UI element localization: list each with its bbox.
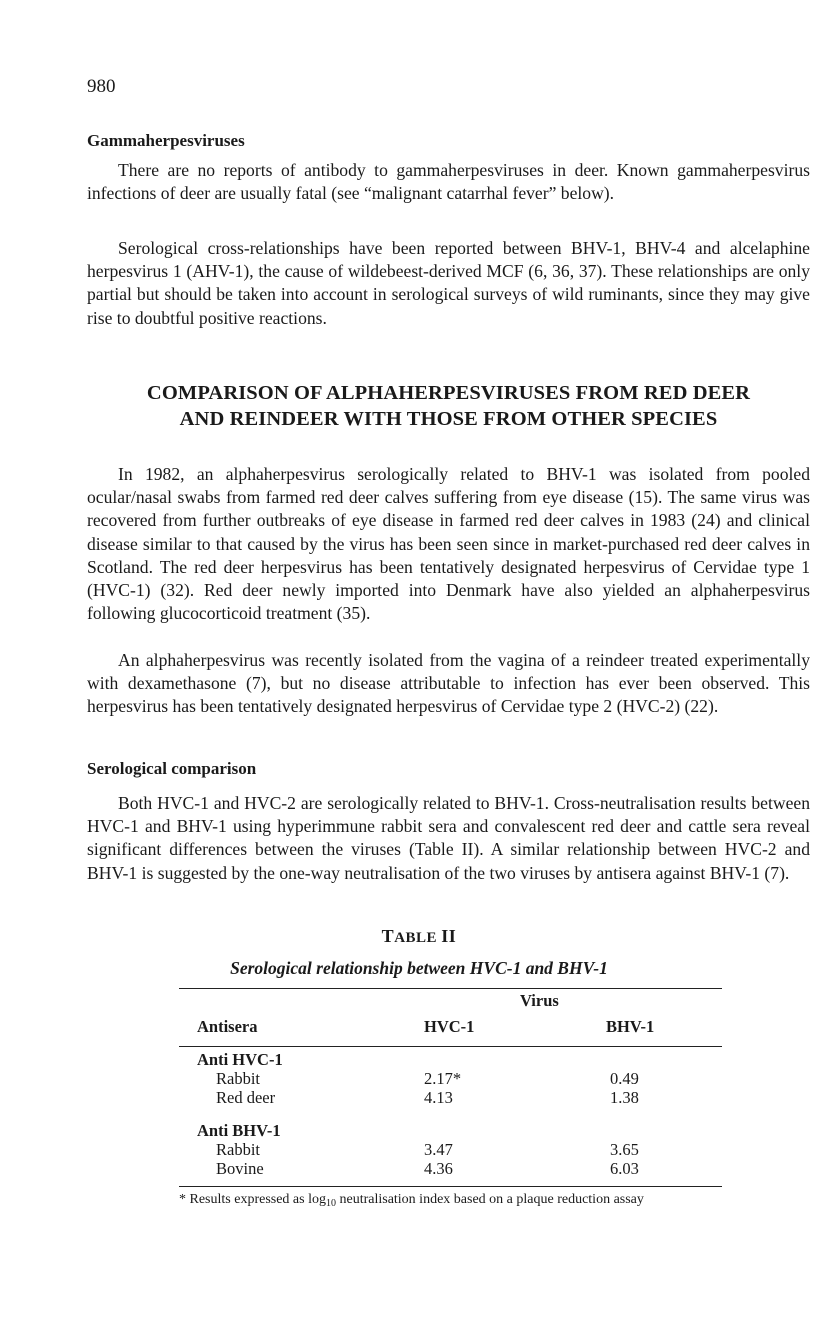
cell-bhv1: 3.65 (610, 1140, 639, 1159)
footnote-text: * Results expressed as log (179, 1192, 326, 1207)
table-caption: Serological relationship between HVC-1 and BHV-1 (230, 958, 608, 978)
row-label: Rabbit (216, 1069, 260, 1088)
footnote-subscript: 10 (325, 1198, 336, 1209)
table-group-label: Anti BHV-1 (197, 1121, 281, 1140)
paragraph: In 1982, an alphaherpesvirus serologically related to BHV-1 was isolated from pooled ocular/nasal swabs from farmed red deer calves suffering from eye disease (15). The same virus was recovered from further outbreaks of eye disease in farmed red deer calves in 1983 (24) and clinical disease similar to that caused by the virus has been seen since in market-purchased red deer calves in Scotland. The red deer herpesvirus has been tentatively designated herpesvirus of Cervidae type 1 (HVC-1) (32). Red deer newly imported into Denmark have also yielded an alphaherpesvirus following glucocorticoid treatment (35). (87, 464, 810, 624)
column-header-bhv1: BHV-1 (606, 1017, 655, 1036)
row-label: Bovine (216, 1159, 264, 1178)
paragraph: There are no reports of antibody to gammaherpesviruses in deer. Known gammaherpesvirus infections of deer are usually fatal (see “malignant catarrhal fever” below). (87, 160, 810, 204)
table-header-rule (179, 1046, 722, 1047)
paragraph: Serological cross-relationships have been reported between BHV-1, BHV-4 and alcelaphine herpesvirus 1 (AHV-1), the cause of wildebeest-derived MCF (6, 36, 37). These relationships are only partial but should be taken into account in serological surveys of wild ruminants, since they may give rise to doubtful positive reactions. (87, 238, 810, 328)
cell-hvc1: 2.17* (424, 1069, 462, 1088)
row-label: Rabbit (216, 1140, 260, 1159)
cell-hvc1: 3.47 (424, 1140, 453, 1159)
table-group-label: Anti HVC-1 (197, 1050, 283, 1069)
paragraph: An alphaherpesvirus was recently isolated from the vagina of a reindeer treated experimentally with dexamethasone (7), but no disease attributable to infection has ever been observed. This herpesvirus has been tentatively designated herpesvirus of Cervidae type 2 (HVC-2) (22). (87, 650, 810, 717)
cell-bhv1: 1.38 (610, 1088, 639, 1107)
page-number: 980 (87, 76, 116, 97)
section-heading-serological-comparison: Serological comparison (87, 759, 257, 778)
column-header-antisera: Antisera (197, 1017, 258, 1036)
table-label-numeral: II (441, 926, 457, 946)
table-number (0, 926, 838, 947)
major-section-heading (87, 380, 810, 432)
cell-bhv1: 6.03 (610, 1159, 639, 1178)
table-label-rest: ABLE (394, 930, 438, 946)
cell-bhv1: 0.49 (610, 1069, 639, 1088)
table-top-rule (179, 988, 722, 989)
heading-line: AND REINDEER WITH THOSE FROM OTHER SPECIES (179, 408, 718, 430)
cell-hvc1: 4.36 (424, 1159, 453, 1178)
column-header-hvc1: HVC-1 (424, 1017, 475, 1036)
cell-hvc1: 4.13 (424, 1088, 453, 1107)
section-heading-gammaherpesviruses: Gammaherpesviruses (87, 131, 245, 150)
table-group-header: Virus (520, 991, 559, 1010)
footnote-text: neutralisation index based on a plaque reduction assay (335, 1192, 644, 1207)
heading-line: COMPARISON OF ALPHAHERPESVIRUSES FROM RED DEER (146, 382, 751, 404)
paragraph: Both HVC-1 and HVC-2 are serologically related to BHV-1. Cross-neutralisation results between HVC-1 and BHV-1 using hyperimmune rabbit sera and convalescent red deer and cattle sera reveal significant differences between the viruses (Table II). A similar relationship between HVC-2 and BHV-1 is suggested by the one-way neutralisation of the two viruses by antisera against BHV-1 (7). (87, 793, 810, 883)
row-label: Red deer (216, 1088, 276, 1107)
table-footnote (179, 1191, 722, 1209)
table-bottom-rule (179, 1186, 722, 1187)
table-label-initial: T (381, 926, 395, 946)
